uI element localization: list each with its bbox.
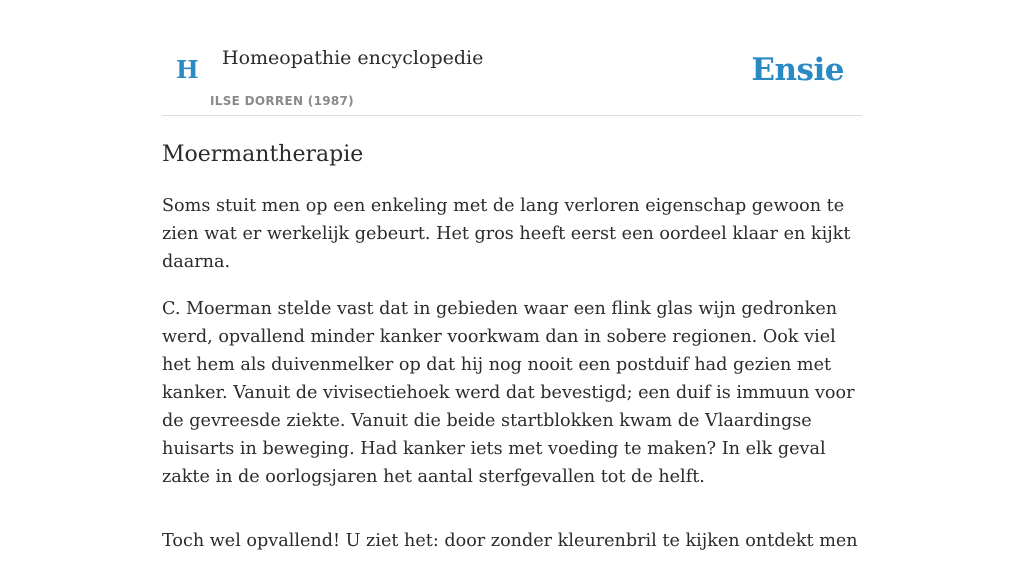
article-title: Moermantherapie: [162, 142, 364, 167]
book-title-link[interactable]: Homeopathie encyclopedie: [222, 47, 484, 69]
content-container: [162, 0, 862, 551]
book-letter-icon: H: [176, 55, 199, 84]
article-paragraph: Toch wel opvallend! U ziet het: door zonder kleurenbril te kijken ontdekt men: [162, 531, 858, 551]
book-author: ILSE DORREN (1987): [210, 94, 354, 108]
article-paragraph: C. Moerman stelde vast dat in gebieden waar een flink glas wijn gedronken werd, opvallend minder kanker voorkwam dan in sobere regionen. Ook viel het hem als duivenmelker op dat hij nog nooit een postduif had gezien met kanker. Vanuit de vivisectiehoek werd dat bevestigd; een duif is immuun voor de gevreesde ziekte. Vanuit die beide startblokken kwam de Vlaardingse huisarts in beweging. Had kanker iets met voeding te maken? In elk geval zakte in de oorlogsjaren het aantal sterfgevallen tot de helft.: [162, 299, 855, 487]
article-paragraph: Soms stuit men op een enkeling met de lang verloren eigenschap gewoon te zien wat er werkelijk gebeurt. Het gros heeft eerst een oordeel klaar en kijkt daarna.: [162, 196, 851, 272]
ensie-logo-link[interactable]: Ensie: [751, 52, 844, 88]
article-body: [162, 192, 862, 574]
book-header: [162, 0, 862, 116]
